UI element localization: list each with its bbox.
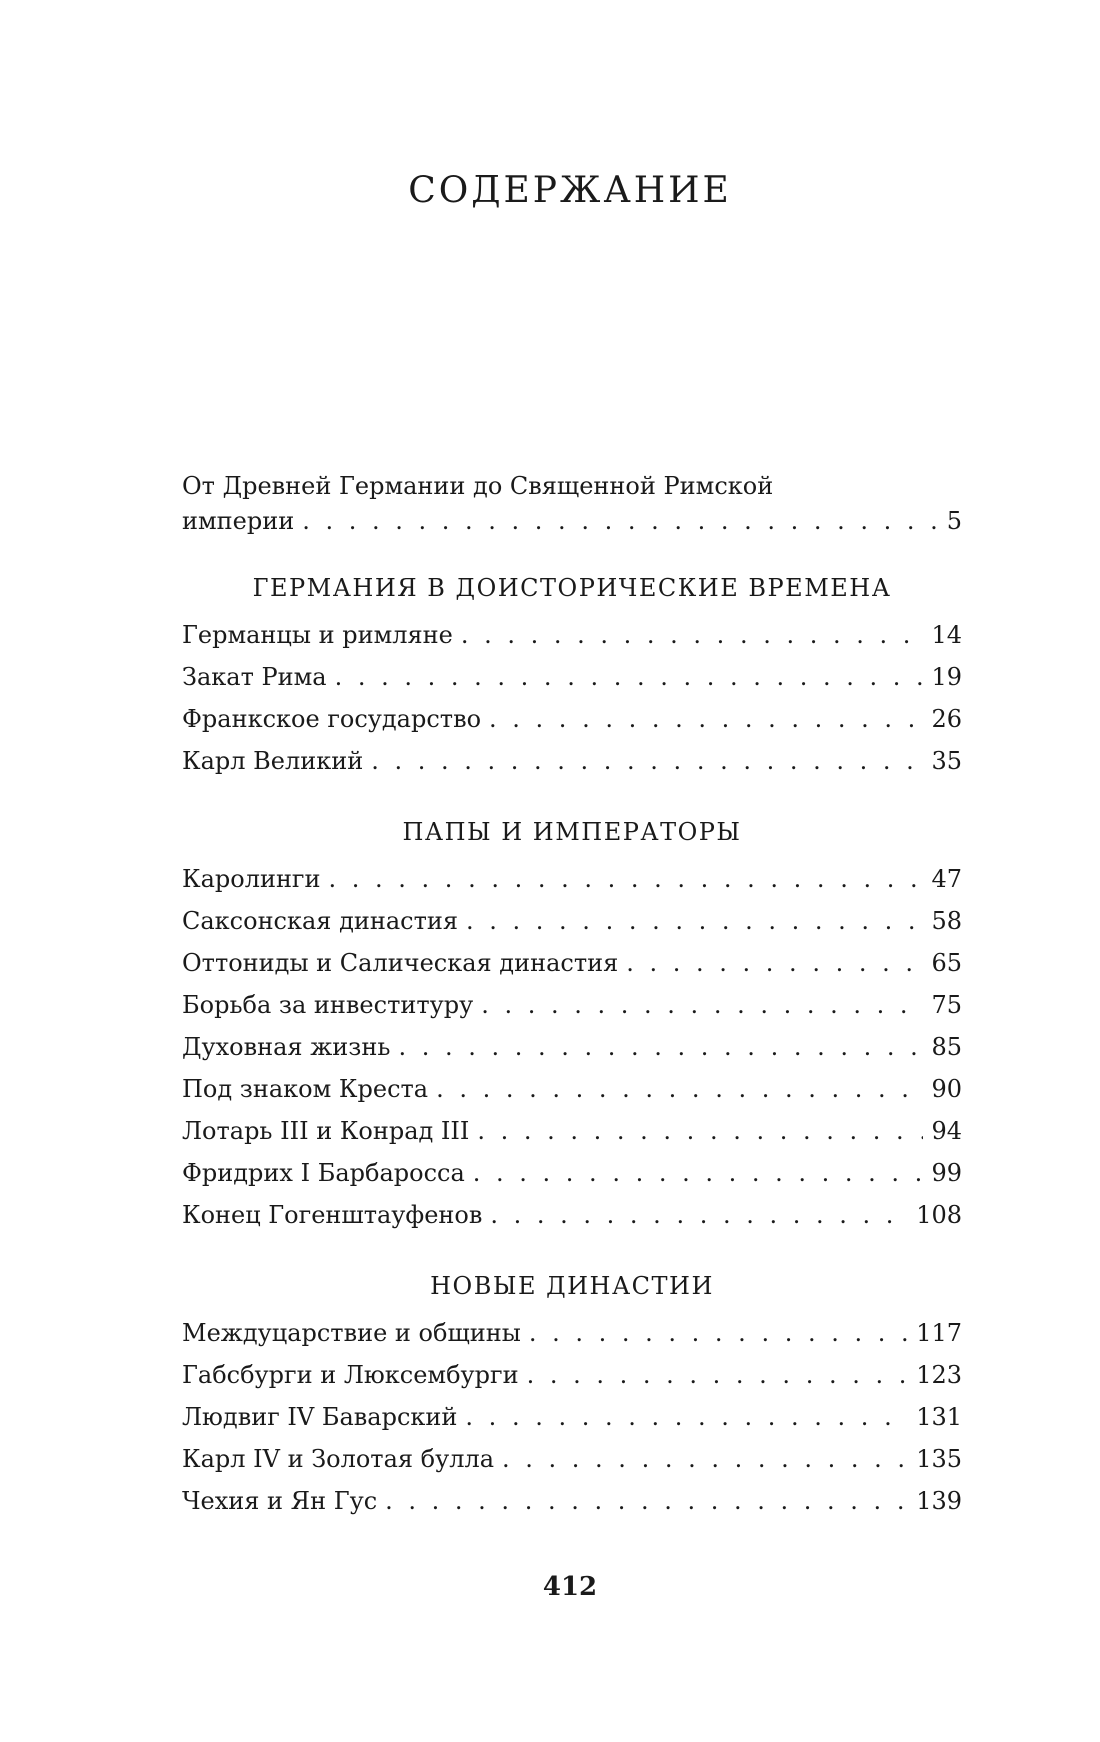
toc-entry-label: Чехия и Ян Гус xyxy=(182,1487,378,1515)
dot-leader xyxy=(473,1152,924,1194)
dot-leader xyxy=(502,1438,908,1480)
toc-entry-label: Карл IV и Золотая булла xyxy=(182,1445,495,1473)
toc-entry[interactable] xyxy=(182,1438,962,1480)
toc-entry[interactable] xyxy=(182,984,962,1026)
toc-entry-label: Германцы и римляне xyxy=(182,621,453,649)
toc-entry-page: 90 xyxy=(931,1075,962,1103)
toc-entry-page: 135 xyxy=(916,1445,962,1473)
section-heading: ПАПЫ И ИМПЕРАТОРЫ xyxy=(402,818,742,846)
toc-entry-label: Людвиг IV Баварский xyxy=(182,1403,458,1431)
toc-entry-page: 19 xyxy=(931,663,962,691)
toc-entry-page: 94 xyxy=(931,1117,962,1145)
toc-entry-page: 75 xyxy=(931,991,962,1019)
toc-entry-page: 99 xyxy=(931,1159,962,1187)
toc-entry-page: 5 xyxy=(946,507,962,535)
dot-leader xyxy=(436,1068,923,1110)
toc-entry[interactable] xyxy=(182,858,962,900)
toc-entry[interactable] xyxy=(182,614,962,656)
toc-entry-page: 117 xyxy=(916,1319,962,1347)
toc-entry-label: Междуцарствие и общины xyxy=(182,1319,521,1347)
toc-entry-page: 26 xyxy=(931,705,962,733)
page-title: СОДЕРЖАНИЕ xyxy=(408,170,732,212)
toc-entry-intro[interactable] xyxy=(182,468,962,538)
toc-entry[interactable] xyxy=(182,1480,962,1522)
dot-leader xyxy=(461,614,924,656)
dot-leader xyxy=(371,740,923,782)
toc-entry-label-line1: От Древней Германии до Священной Римской xyxy=(182,472,774,500)
toc-entry-label: Фридрих I Барбаросса xyxy=(182,1159,465,1187)
toc-entry-label-line2: империи xyxy=(182,507,295,535)
toc-entry[interactable] xyxy=(182,1026,962,1068)
toc-entry-label: Под знаком Креста xyxy=(182,1075,429,1103)
toc-entry[interactable] xyxy=(182,740,962,782)
toc-entry-label: Конец Гогенштауфенов xyxy=(182,1201,483,1229)
toc-entry-label: Франкское государство xyxy=(182,705,482,733)
dot-leader xyxy=(385,1480,908,1522)
section-heading: ГЕРМАНИЯ В ДОИСТОРИЧЕСКИЕ ВРЕМЕНА xyxy=(252,574,892,602)
toc-entry-page: 108 xyxy=(916,1201,962,1229)
dot-leader xyxy=(489,698,923,740)
dot-leader xyxy=(481,984,923,1026)
toc-entry-page: 14 xyxy=(931,621,962,649)
toc-entry-page: 131 xyxy=(916,1403,962,1431)
toc-entry[interactable] xyxy=(182,1312,962,1354)
toc-entry-page: 85 xyxy=(931,1033,962,1061)
toc-entry-page: 139 xyxy=(916,1487,962,1515)
toc-entry-label: Закат Рима xyxy=(182,663,327,691)
table-of-contents xyxy=(182,468,962,1522)
dot-leader xyxy=(329,858,924,900)
toc-entry-label: Габсбурги и Люксембурги xyxy=(182,1361,519,1389)
toc-entry[interactable] xyxy=(182,1068,962,1110)
toc-entry-label: Саксонская династия xyxy=(182,907,459,935)
toc-entry[interactable] xyxy=(182,900,962,942)
toc-entry-label: Лотарь III и Конрад III xyxy=(182,1117,470,1145)
dot-leader xyxy=(529,1312,908,1354)
toc-entry[interactable] xyxy=(182,698,962,740)
toc-entry[interactable] xyxy=(182,656,962,698)
toc-entry[interactable] xyxy=(182,1396,962,1438)
dot-leader xyxy=(626,942,923,984)
toc-entry-page: 47 xyxy=(931,865,962,893)
toc-entry-label: Духовная жизнь xyxy=(182,1033,391,1061)
dot-leader xyxy=(302,504,939,538)
toc-entry[interactable] xyxy=(182,942,962,984)
toc-entry-label: Оттониды и Салическая династия xyxy=(182,949,619,977)
toc-entry-label: Карл Великий xyxy=(182,747,364,775)
toc-entry-page: 65 xyxy=(931,949,962,977)
dot-leader xyxy=(398,1026,923,1068)
toc-entry-page: 35 xyxy=(931,747,962,775)
dot-leader xyxy=(466,900,923,942)
section-heading: НОВЫЕ ДИНАСТИИ xyxy=(430,1272,714,1300)
toc-entry-page: 58 xyxy=(931,907,962,935)
dot-leader xyxy=(477,1110,923,1152)
page-number: 412 xyxy=(542,1572,598,1602)
toc-entry[interactable] xyxy=(182,1110,962,1152)
toc-entry-label: Каролинги xyxy=(182,865,321,893)
toc-entry[interactable] xyxy=(182,1152,962,1194)
dot-leader xyxy=(490,1194,908,1236)
toc-entry[interactable] xyxy=(182,1354,962,1396)
dot-leader xyxy=(465,1396,908,1438)
toc-entry-label: Борьба за инвеституру xyxy=(182,991,474,1019)
dot-leader xyxy=(527,1354,909,1396)
dot-leader xyxy=(335,656,924,698)
toc-entry[interactable] xyxy=(182,1194,962,1236)
toc-entry-page: 123 xyxy=(916,1361,962,1389)
